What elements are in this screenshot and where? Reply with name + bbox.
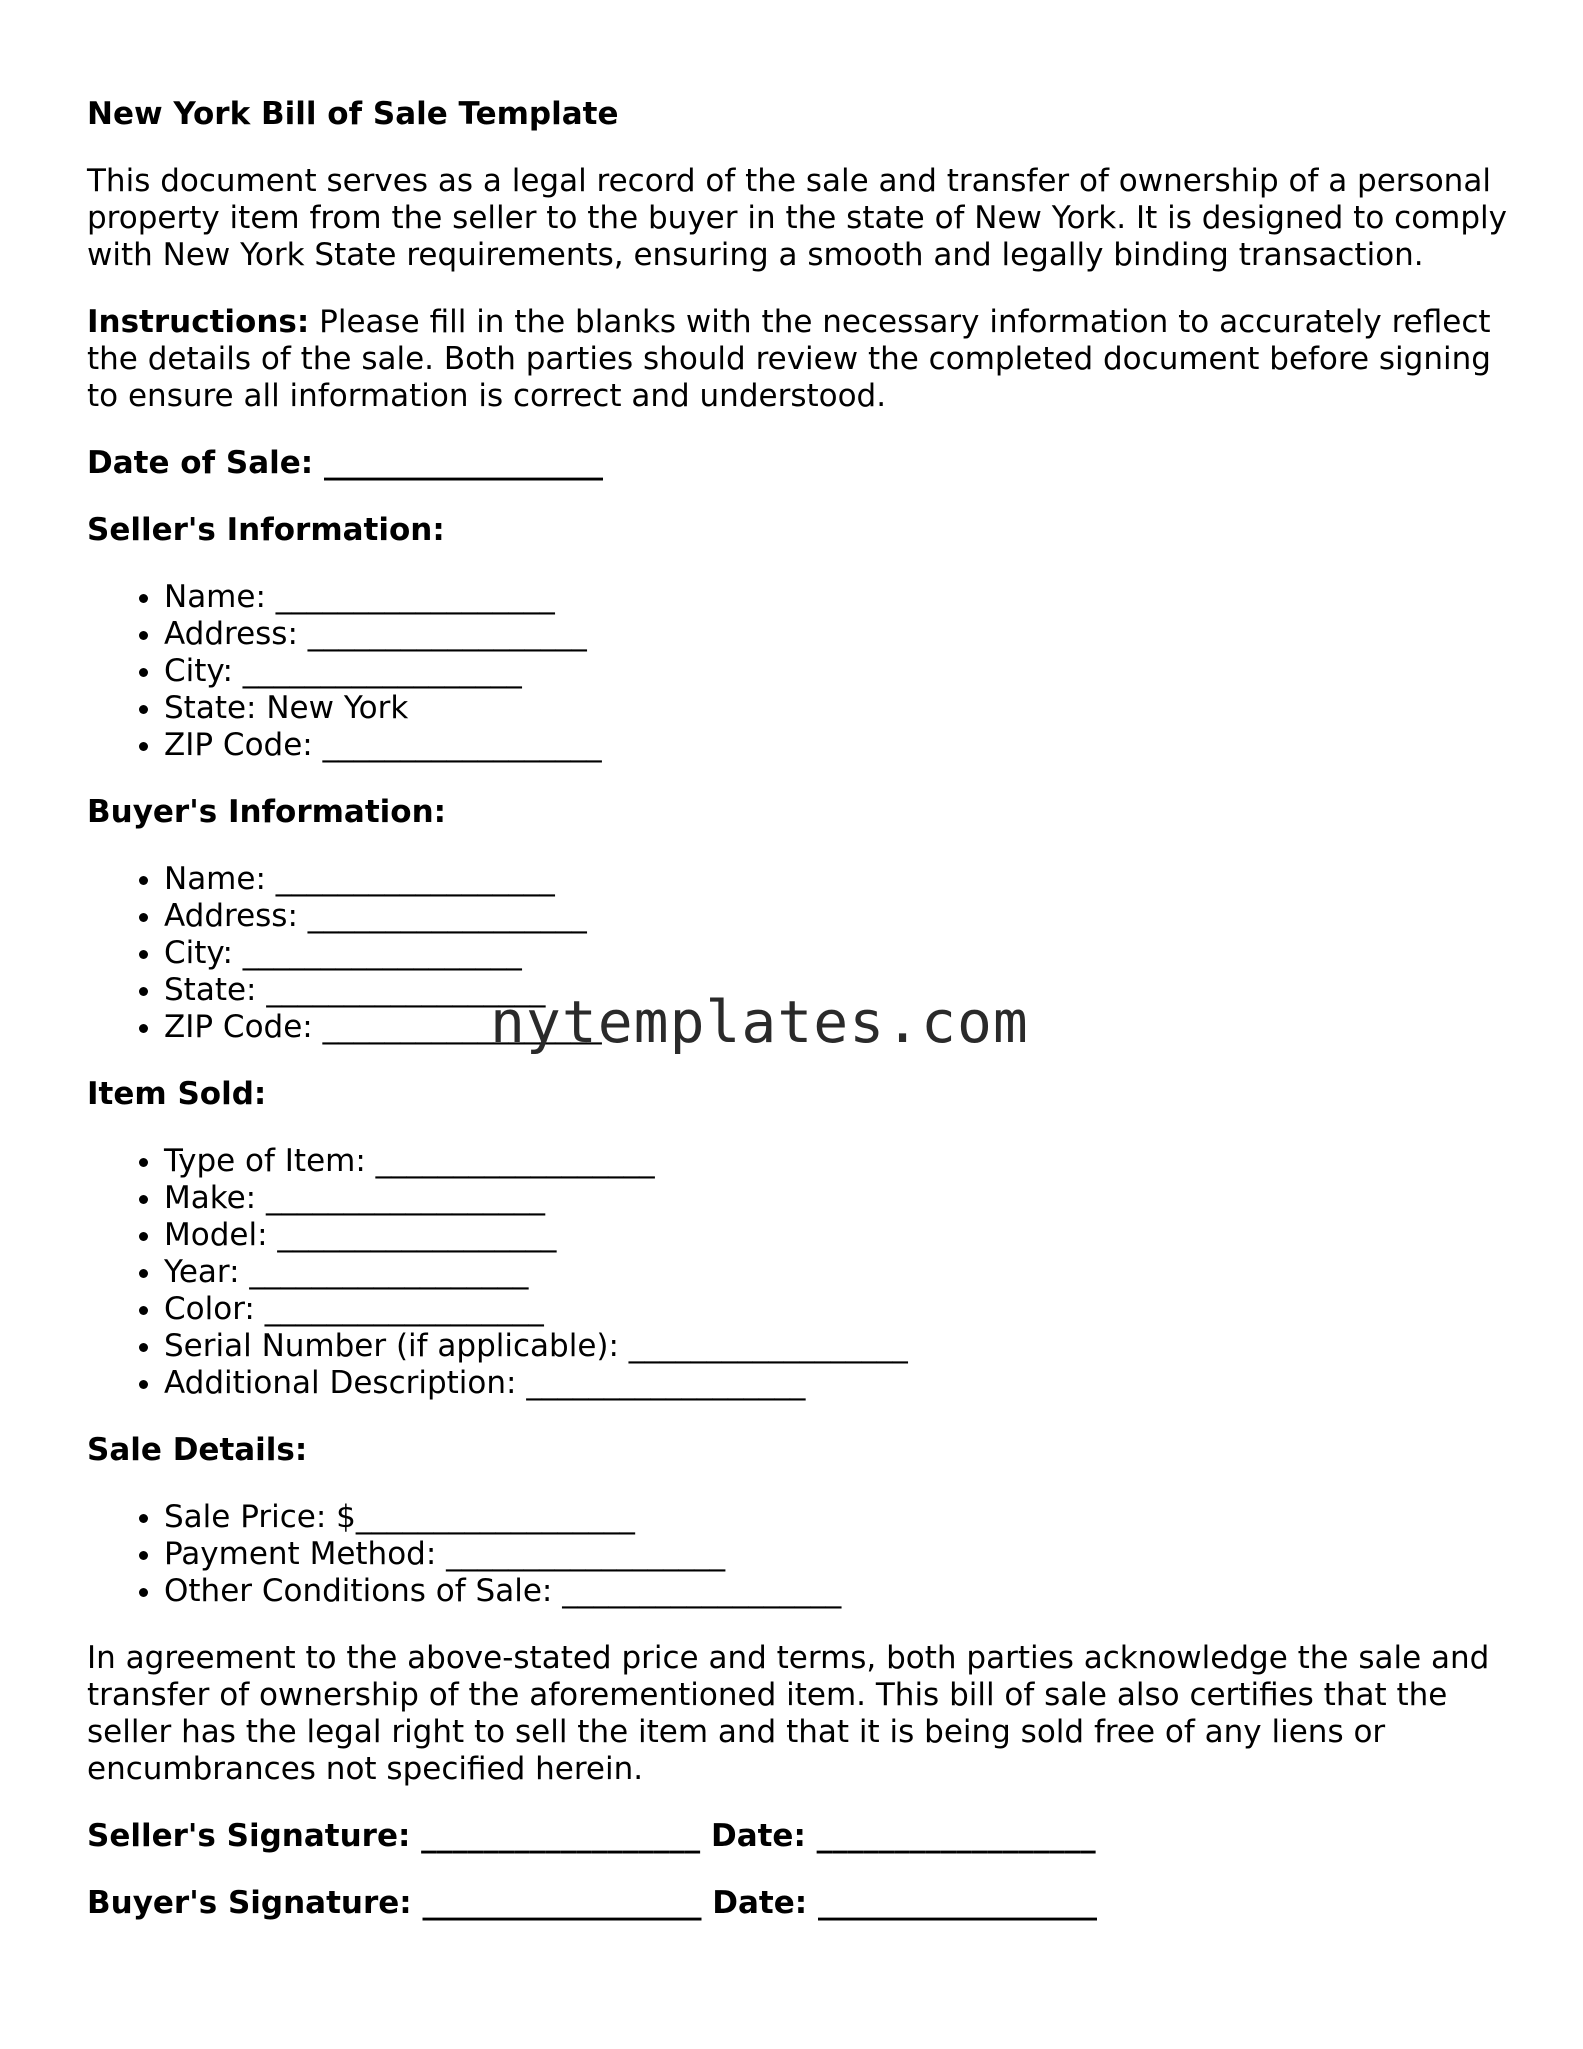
- instructions-paragraph: [87, 304, 1507, 415]
- buyer-city-field: • City: __________________: [164, 935, 1507, 972]
- buyer-heading: Buyer's Information:: [87, 794, 447, 830]
- document-title: New York Bill of Sale Template: [87, 96, 619, 132]
- buyer-state-field: • State: __________________: [164, 972, 1507, 1009]
- item-color-field: • Color: __________________: [164, 1291, 1507, 1328]
- seller-city-field: • City: __________________: [164, 653, 1507, 690]
- item-sold-heading: Item Sold:: [87, 1076, 267, 1112]
- seller-address-field: • Address: __________________: [164, 616, 1507, 653]
- intro-paragraph: This document serves as a legal record of the sale and transfer of ownership of a personal property item from the seller to the buyer in the state of New York. It is designed to comply with New York State requirements, ensuring a smooth and legally binding transaction.: [87, 163, 1507, 273]
- buyer-zip-field: • ZIP Code: __________________: [164, 1009, 1507, 1046]
- sale-details-list: [87, 1499, 1507, 1610]
- item-make-field: • Make: __________________: [164, 1180, 1507, 1217]
- item-year-field: • Year: __________________: [164, 1254, 1507, 1291]
- sale-details-heading: Sale Details:: [87, 1432, 308, 1468]
- buyer-signature-line: Buyer's Signature: __________________ Date: __________________: [87, 1885, 1097, 1921]
- item-sold-list: [87, 1143, 1507, 1402]
- item-serial-field: • Serial Number (if applicable): __________________: [164, 1328, 1507, 1365]
- date-of-sale-field: Date of Sale: __________________: [87, 445, 603, 481]
- seller-zip-field: • ZIP Code: __________________: [164, 727, 1507, 764]
- seller-state-field: • State: New York: [164, 690, 1507, 727]
- instructions-label: Instructions:: [87, 304, 310, 340]
- seller-info-list: [87, 579, 1507, 764]
- agreement-paragraph: In agreement to the above-stated price and terms, both parties acknowledge the sale and transfer of ownership of the aforementioned item. This bill of sale also certifies that the seller has the legal right to sell the item and that it is being sold free of any liens or encumbrances not specified herein.: [87, 1640, 1490, 1787]
- item-model-field: • Model: __________________: [164, 1217, 1507, 1254]
- item-description-field: • Additional Description: __________________: [164, 1365, 1507, 1402]
- seller-heading: Seller's Information:: [87, 512, 445, 548]
- seller-signature-line: Seller's Signature: __________________ Date: __________________: [87, 1818, 1096, 1854]
- buyer-address-field: • Address: __________________: [164, 898, 1507, 935]
- sale-price-field: • Sale Price: $__________________: [164, 1499, 1507, 1536]
- other-conditions-field: • Other Conditions of Sale: __________________: [164, 1573, 1507, 1610]
- seller-name-field: • Name: __________________: [164, 579, 1507, 616]
- instructions-text: Please fill in the blanks with the necessary information to accurately reflect the details of the sale. Both parties should review the completed document before signing to ensure all information is correct and understood.: [87, 304, 1491, 414]
- watermark: nytemplates.com: [490, 988, 1029, 1056]
- item-type-field: • Type of Item: __________________: [164, 1143, 1507, 1180]
- buyer-name-field: • Name: __________________: [164, 861, 1507, 898]
- payment-method-field: • Payment Method: __________________: [164, 1536, 1507, 1573]
